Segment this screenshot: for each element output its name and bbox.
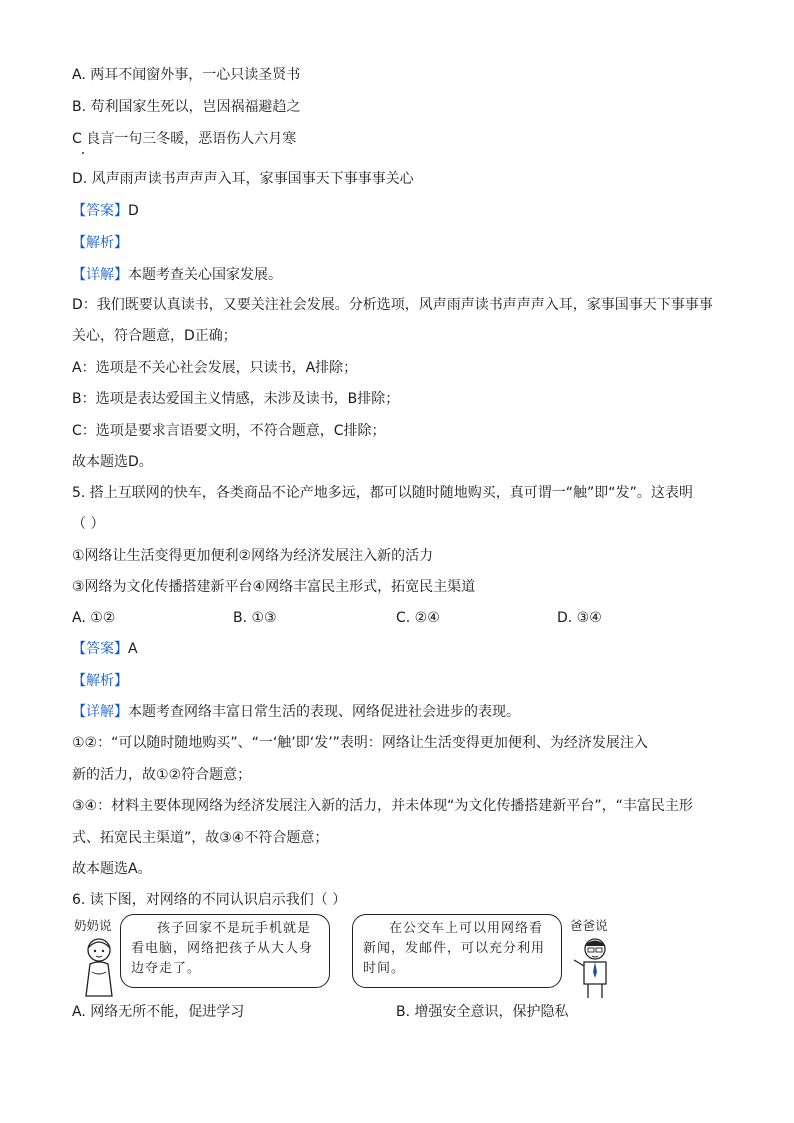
detail-tag: 【详解】 (72, 267, 128, 283)
q4-option-a: A. 两耳不闻窗外事，一心只读圣贤书 (72, 67, 301, 83)
q4-option-b: B. 苟利国家生死以，岂因祸福避趋之 (72, 99, 301, 115)
q6-stem: 6. 读下图，对网络的不同认识启示我们（ ） (72, 892, 347, 908)
grandma-label: 奶奶说 (74, 918, 112, 933)
detail-tag: 【详解】 (72, 704, 128, 720)
q5-conclusion: 故本题选A。 (72, 861, 152, 877)
answer-value: D (128, 203, 139, 219)
q4-answer (72, 202, 139, 220)
q5-choice-b: B. ①③ (233, 610, 277, 626)
dad-speech-bubble: 在公交车上可以用网络看新闻，发邮件，可以充分利用时间。 (352, 914, 562, 988)
q4-explain-line: A：选项是不关心社会发展，只读书，A排除； (72, 360, 358, 376)
q5-explain-line: 式、拓宽民主渠道”，故③④不符合题意； (72, 830, 329, 846)
q6-choice-a: A. 网络无所不能，促进学习 (72, 1004, 245, 1020)
dad-label: 爸爸说 (570, 918, 608, 933)
q5-items-line2: ③网络为文化传播搭建新平台④网络丰富民主形式，拓宽民主渠道 (72, 579, 476, 595)
q5-analysis-tag (72, 672, 128, 690)
q4-explain-line: 关心，符合题意，D正确； (72, 328, 237, 344)
q5-explain-line: 新的活力，故①②符合题意； (72, 767, 252, 783)
q4-option-c: C 良言一句三冬暖，恶语伤人六月寒 (72, 131, 297, 147)
grandma-figure (76, 936, 122, 998)
detail-text: 本题考查网络丰富日常生活的表现、网络促进社会进步的表现。 (128, 704, 520, 720)
analysis-tag: 【解析】 (72, 673, 128, 689)
q5-explain-line: ③④：材料主要体现网络为经济发展注入新的活力，并未体现“为文化传播搭建新平台”，“丰富民主形 (72, 798, 693, 814)
q4-conclusion: 故本题选D。 (72, 454, 153, 470)
q5-choice-a: A. ①② (72, 610, 116, 626)
q5-detail (72, 703, 520, 721)
comic-figure (72, 912, 722, 1002)
q5-choice-c: C. ②④ (396, 610, 440, 626)
dad-figure (572, 936, 618, 1000)
detail-text: 本题考查关心国家发展。 (128, 267, 282, 283)
q5-answer (72, 640, 138, 658)
q4-analysis-tag (72, 234, 128, 252)
q5-choice-d: D. ③④ (557, 610, 602, 626)
q6-choice-b: B. 增强安全意识，保护隐私 (396, 1004, 569, 1020)
q5-paren: （ ） (72, 516, 105, 532)
stray-dot (82, 152, 84, 154)
q4-explain-line: B：选项是表达爱国主义情感，未涉及读书，B排除； (72, 391, 400, 407)
answer-tag: 【答案】 (72, 641, 128, 657)
q5-explain-line: ①②：“可以随时随地购买”、“一‘触’即‘发’”表明：网络让生活变得更加便利、为经济发展注入 (72, 735, 648, 751)
q5-items-line1: ①网络让生活变得更加便利②网络为经济发展注入新的活力 (72, 548, 434, 564)
analysis-tag: 【解析】 (72, 235, 128, 251)
answer-value: A (128, 641, 138, 657)
q4-detail (72, 266, 282, 284)
q4-option-d: D. 风声雨声读书声声声入耳，家事国事天下事事事关心 (72, 171, 414, 187)
answer-tag: 【答案】 (72, 203, 128, 219)
q5-stem: 5. 搭上互联网的快车，各类商品不论产地多远，都可以随时随地购买，真可谓一“触”即“发”。这表明 (72, 485, 693, 501)
q4-explain-line: C：选项是要求言语要文明，不符合题意，C排除； (72, 423, 386, 439)
grandma-speech-bubble: 孩子回家不是玩手机就是看电脑，网络把孩子从大人身边夺走了。 (120, 914, 330, 988)
q4-explain-line: D：我们既要认真读书，又要关注社会发展。分析选项，风声雨声读书声声声入耳，家事国事天下事事事 (72, 297, 713, 313)
